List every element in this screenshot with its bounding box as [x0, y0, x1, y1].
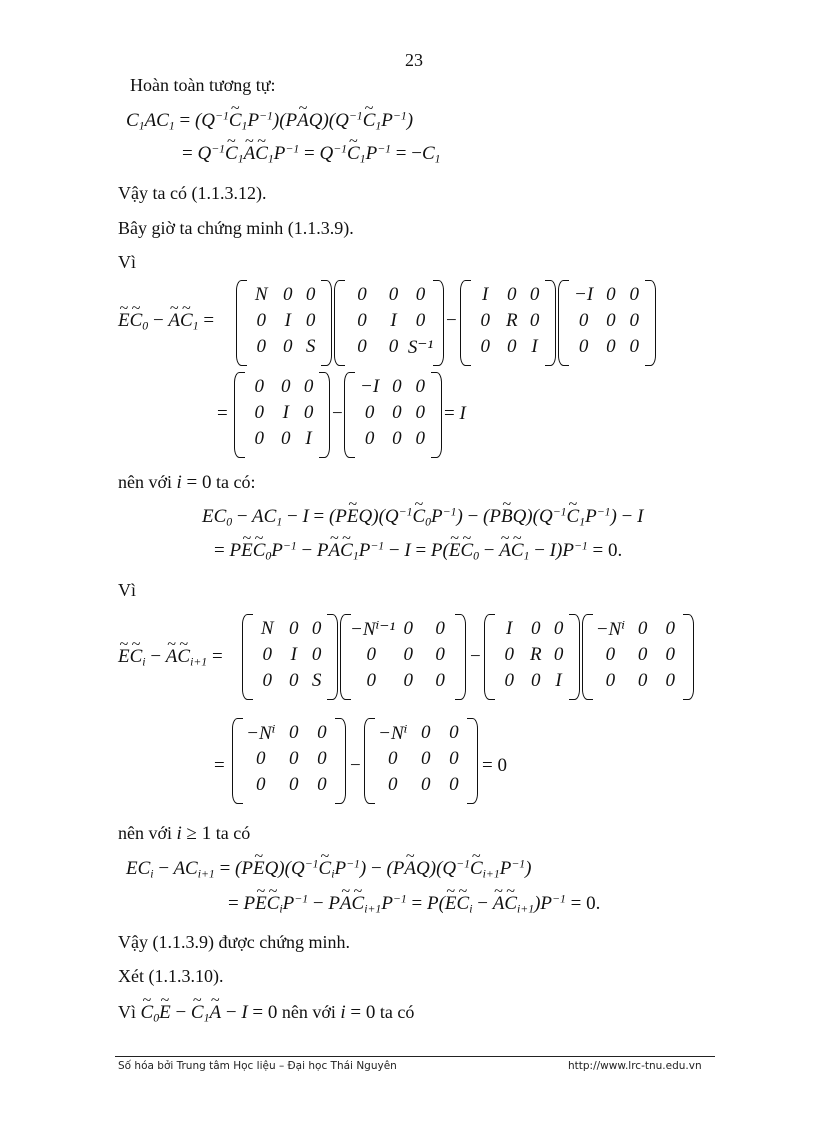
footer-divider	[115, 1056, 715, 1057]
matrix	[364, 718, 478, 804]
matrix-cell: 0	[449, 748, 459, 769]
matrix-cell: 0	[281, 428, 291, 449]
matrix-cell: 0	[435, 670, 445, 691]
matrix-cell: 0	[305, 310, 316, 331]
matrix-cell: I	[282, 402, 289, 423]
matrix-cell: 0	[606, 336, 616, 357]
matrix-cell: 0	[281, 376, 291, 397]
matrix-cell: 0	[480, 336, 490, 357]
matrix-cell: 0	[665, 644, 675, 665]
text-line: Hoàn toàn tương tự:	[130, 75, 276, 95]
matrix-cell: 0	[415, 402, 426, 423]
matrix-cell: −Nⁱ	[595, 619, 626, 640]
operator: −	[446, 310, 457, 331]
matrix-cell: 0	[420, 774, 431, 795]
bracket-right	[335, 718, 346, 804]
matrix-cell: 0	[629, 284, 640, 305]
matrix-cell: 0	[357, 310, 367, 331]
operator: −	[350, 755, 361, 776]
matrix-cell: 0	[529, 284, 540, 305]
matrix-cell: S	[311, 670, 322, 691]
matrix-cell: 0	[392, 376, 402, 397]
matrix-cell: 0	[665, 618, 675, 639]
matrix-cell: 0	[311, 618, 322, 639]
bracket-right	[321, 280, 332, 366]
matrix-cell: 0	[392, 428, 402, 449]
equation: = $Q^{-1}\sim$ $C_1\sim$ A~ $C_1P^{-1}$ = $Q^{-1}\sim$ $C_1P^{-1} = -C_1$	[182, 143, 441, 165]
matrix-cell: 0	[254, 376, 264, 397]
matrix	[232, 718, 346, 804]
bracket-right	[467, 718, 478, 804]
matrix	[340, 614, 466, 700]
matrix-cell: 0	[289, 670, 299, 691]
matrix	[558, 280, 656, 366]
text-line: Vậy (1.1.3.9) được chứng minh.	[118, 932, 350, 952]
matrix-cell: I	[555, 670, 562, 691]
matrix-cell: 0	[507, 336, 517, 357]
matrix-cell: −I	[574, 284, 594, 305]
matrix-cell: 0	[435, 644, 445, 665]
operator: −	[332, 403, 343, 424]
matrix-cell: 0	[288, 748, 299, 769]
matrix-cell: 0	[415, 310, 426, 331]
matrix-cell: 0	[256, 774, 266, 795]
matrix-cell: 0	[449, 722, 459, 743]
matrix-cell: 0	[283, 284, 293, 305]
matrix-cell: 0	[553, 618, 564, 639]
operator: = I	[444, 403, 466, 424]
matrix-cell: 0	[605, 644, 616, 665]
matrix	[236, 280, 332, 366]
matrix-cell: 0	[420, 748, 431, 769]
equation: = P~ E~ $C_iP^{-1}$ − P~ A~ $C_{i+1}P^{-1}$ = P(~ E~ $C_i$ − ~ A~ $C_{i+1})P^{-1} = 0$.	[228, 893, 600, 915]
matrix-cell: 0	[262, 644, 272, 665]
matrix-cell: 0	[504, 644, 514, 665]
matrix-cell: 0	[303, 376, 314, 397]
matrix	[334, 280, 444, 366]
equation: $EC_i - AC_{i+1}$ = (P~ $EQ)(Q^{-1}\sim$ $C_iP^{-1}$) − (P~ $AQ)(Q^{-1}\sim$ $C_{i+1}P^{-1}$)	[126, 858, 532, 880]
text-line: Vậy ta có (1.1.3.12).	[118, 183, 267, 203]
equation: ~ E~ $C_0$ − ~ A~ $C_1$ =	[118, 310, 214, 332]
matrix-cell: 0	[629, 310, 640, 331]
matrix-cell: 0	[578, 310, 589, 331]
matrix-cell: 0	[578, 336, 589, 357]
matrix-cell: 0	[254, 402, 264, 423]
matrix-cell: 0	[531, 670, 541, 691]
matrix-cell: −I	[360, 376, 380, 397]
equation: $EC_0 - AC_1 - I$ = (P~ $EQ)(Q^{-1}\sim$ $C_0P^{-1}$) − (P~ $BQ)(Q^{-1}\sim$ $C_1P^{-1}) - I$	[202, 506, 643, 528]
matrix-cell: 0	[388, 748, 398, 769]
footer-link[interactable]: http://www.lrc-tnu.edu.vn	[568, 1060, 702, 1072]
text-line: nên với i = 0 ta có:	[118, 472, 256, 493]
matrix-cell: 0	[504, 670, 514, 691]
matrix-cell: 0	[435, 618, 445, 639]
bracket-right	[433, 280, 444, 366]
matrix-cell: 0	[637, 644, 648, 665]
matrix-cell: 0	[283, 336, 293, 357]
text-line: nên với i ≥ 1 ta có	[118, 823, 251, 844]
text-line: Vì	[118, 252, 136, 272]
matrix-cell: 0	[449, 774, 459, 795]
matrix-cell: 0	[303, 402, 314, 423]
matrix-cell: I	[390, 310, 397, 331]
matrix-cell: 0	[262, 670, 272, 691]
matrix-cell: 0	[606, 284, 616, 305]
matrix-cell: 0	[366, 670, 376, 691]
bracket-right	[569, 614, 580, 700]
matrix-cell: 0	[317, 748, 327, 769]
matrix-cell: 0	[256, 748, 266, 769]
bracket-right	[319, 372, 330, 458]
matrix	[234, 372, 330, 458]
matrix	[484, 614, 580, 700]
text-line: Vì	[118, 580, 136, 600]
page-number: 23	[405, 50, 423, 70]
matrix	[582, 614, 694, 700]
matrix-cell: 0	[605, 670, 616, 691]
matrix-cell: 0	[606, 310, 616, 331]
matrix-cell: 0	[388, 284, 399, 305]
matrix	[460, 280, 556, 366]
matrix-cell: 0	[256, 310, 266, 331]
footer-source: Số hóa bởi Trung tâm Học liệu – Đại học Thái Nguyên	[118, 1060, 397, 1072]
operator: =	[214, 755, 225, 776]
matrix-cell: S⁻¹	[407, 337, 434, 358]
matrix-cell: −Nⁱ	[378, 723, 408, 744]
matrix-cell: 0	[256, 336, 266, 357]
matrix-cell: 0	[388, 336, 399, 357]
matrix	[242, 614, 338, 700]
matrix-cell: N	[254, 284, 268, 305]
matrix-cell: N	[260, 618, 274, 639]
matrix-cell: 0	[480, 310, 490, 331]
matrix-cell: 0	[403, 644, 414, 665]
matrix-cell: 0	[289, 618, 299, 639]
matrix-cell: 0	[403, 670, 414, 691]
matrix-cell: 0	[403, 618, 414, 639]
text-line: Vì ~ $C_0\sim$ E − ~ $C_1\sim$ A − I = 0 nên với i = 0 ta có	[118, 1002, 414, 1024]
matrix-cell: I	[284, 310, 291, 331]
bracket-right	[545, 280, 556, 366]
matrix-cell: 0	[305, 284, 316, 305]
matrix-cell: 0	[288, 774, 299, 795]
bracket-right	[645, 280, 656, 366]
matrix-cell: 0	[629, 336, 640, 357]
matrix-cell: 0	[665, 670, 675, 691]
matrix-cell: 0	[392, 402, 402, 423]
matrix-cell: 0	[357, 284, 367, 305]
matrix-cell: 0	[366, 644, 376, 665]
equation: $C_1AC_1$ = ($Q^{-1}\sim$ $C_1P^{-1})(P\sim$ $AQ)(Q^{-1}\sim$ $C_1P^{-1}$)	[126, 110, 413, 132]
equation: ~ E~ $C_i$ − ~ A~ $C_{i+1}$ =	[118, 646, 223, 668]
matrix-cell: 0	[364, 402, 375, 423]
matrix-cell: 0	[364, 428, 375, 449]
matrix-cell: 0	[254, 428, 264, 449]
matrix-cell: 0	[317, 722, 327, 743]
matrix-cell: R	[505, 310, 518, 331]
operator: =	[217, 403, 228, 424]
text-line: Bây giờ ta chứng minh (1.1.3.9).	[118, 218, 354, 238]
matrix-cell: 0	[637, 618, 648, 639]
matrix-cell: 0	[507, 284, 517, 305]
matrix-cell: I	[305, 428, 312, 449]
matrix-cell: I	[290, 644, 297, 665]
matrix-cell: 0	[531, 618, 541, 639]
matrix-cell: −Nⁱ	[246, 723, 276, 744]
matrix-cell: 0	[415, 428, 426, 449]
bracket-right	[327, 614, 338, 700]
matrix-cell: R	[529, 644, 542, 665]
operator: = 0	[482, 755, 507, 776]
matrix-cell: 0	[288, 722, 299, 743]
matrix-cell: 0	[415, 284, 426, 305]
matrix-cell: 0	[415, 376, 426, 397]
matrix-cell: 0	[357, 336, 367, 357]
matrix-cell: S	[305, 336, 316, 357]
bracket-right	[455, 614, 466, 700]
text-line: Xét (1.1.3.10).	[118, 966, 224, 986]
matrix-cell: 0	[637, 670, 648, 691]
matrix-cell: 0	[420, 722, 431, 743]
operator: −	[470, 646, 481, 667]
matrix-cell: −Nⁱ⁻¹	[350, 619, 396, 640]
matrix-cell: 0	[317, 774, 327, 795]
matrix-cell: I	[482, 284, 489, 305]
bracket-right	[431, 372, 442, 458]
matrix-cell: I	[506, 618, 513, 639]
matrix-cell: I	[531, 336, 538, 357]
matrix-cell: 0	[388, 774, 398, 795]
matrix-cell: 0	[311, 644, 322, 665]
equation: = P~ E~ $C_0P^{-1}$ − P~ A~ $C_1P^{-1} - I$ = P(~ E~ $C_0$ − ~ A~ $C_1 - I)P^{-1} = 0$.	[214, 540, 622, 562]
matrix	[344, 372, 442, 458]
matrix-cell: 0	[553, 644, 564, 665]
bracket-right	[683, 614, 694, 700]
matrix-cell: 0	[529, 310, 540, 331]
